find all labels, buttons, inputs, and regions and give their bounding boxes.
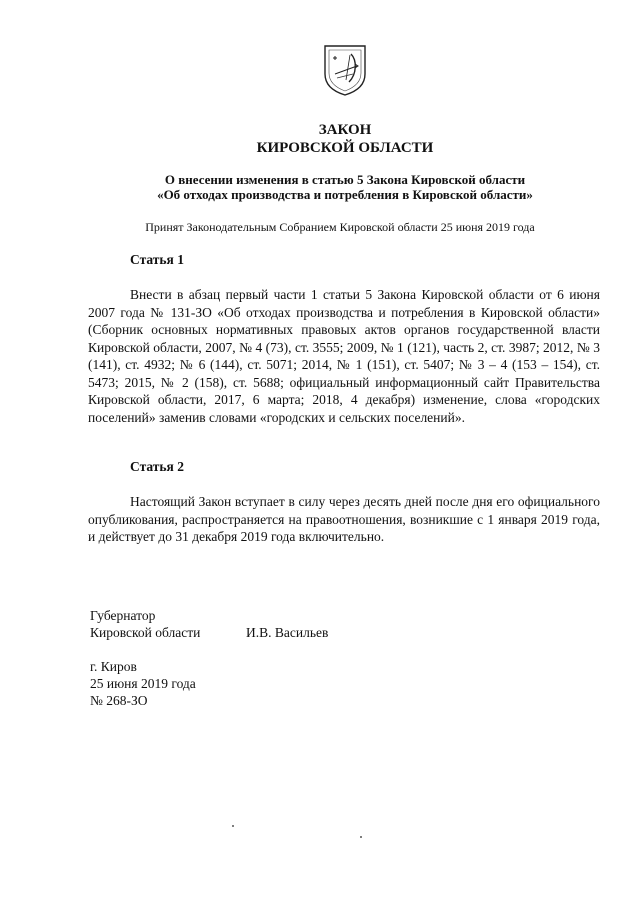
article-2-text: Настоящий Закон вступает в силу через десять дней после дня его официального опубликования, распространяется на правоотношения, возникшие с 1 января 2019 года, и действует до 31 декабря 2019 года включительно. — [88, 494, 600, 544]
law-subject-line1: О внесении изменения в статью 5 Закона Кировской области — [164, 172, 526, 187]
law-number: № 268-ЗО — [90, 693, 148, 708]
law-region: КИРОВСКОЙ ОБЛАСТИ — [256, 140, 434, 156]
city: г. Киров — [90, 659, 137, 674]
signatory-name: И.В. Васильев — [246, 625, 329, 640]
scan-speck — [232, 825, 234, 827]
law-title: ЗАКОН — [318, 122, 372, 138]
scan-speck — [360, 836, 362, 838]
signatory-position-line1: Губернатор — [90, 608, 156, 623]
adoption-note: Принят Законодательным Собранием Кировской области 25 июня 2019 года — [145, 220, 535, 234]
signatory-position-line2: Кировской области — [90, 625, 201, 640]
article-2-heading: Статья 2 — [130, 459, 184, 474]
article-1-text: Внести в абзац первый части 1 статьи 5 Закона Кировской области от 6 июня 2007 года № 131-ЗО «Об отходах производства и потребления в Кировской области» (Сборник основных нормативных правовых актов органов государственной власти Кировской области, 2007, № 4 (73), ст. 3555; 2009, № 1 (121), часть 2, ст. 3987; 2012, № 3 (141), ст. 4932; № 6 (144), ст. 5071; 2014, № 1 (151), ст. 5407; № 3 – 4 (153 – 154), ст. 5473; 2015, № 2 (158), ст. 5688; официальный информационный сайт Правительства Кировской области, 2017, 6 марта; 2018, 4 декабря) изменение, слова «городских поселений» заменив словами «городских и сельских поселений». — [88, 287, 600, 425]
law-subject-line2: «Об отходах производства и потребления в Кировской области» — [157, 187, 533, 202]
article-1-heading: Статья 1 — [130, 252, 184, 267]
law-date: 25 июня 2019 года — [90, 676, 196, 691]
coat-of-arms-icon — [323, 44, 367, 96]
